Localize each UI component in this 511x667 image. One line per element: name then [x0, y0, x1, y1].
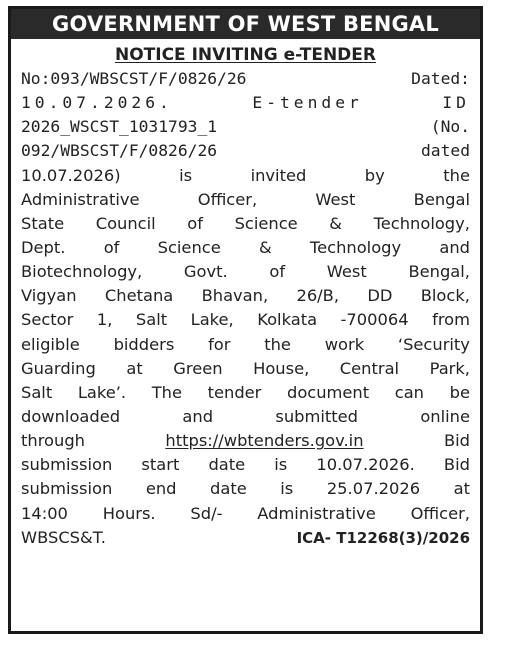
- body-word: Central: [339, 358, 400, 378]
- body-word: and: [439, 237, 470, 257]
- body-word: Sector: [21, 310, 74, 330]
- body-word: Officer,: [410, 503, 470, 523]
- body-word: Block,: [420, 286, 470, 306]
- body-word: is: [274, 455, 288, 475]
- body-word: dated: [420, 141, 470, 161]
- body-line: [21, 91, 470, 115]
- body-word: of: [187, 213, 203, 233]
- body-line: [21, 139, 470, 163]
- body-word: Science: [157, 237, 221, 257]
- body-word: Kolkata: [257, 310, 318, 330]
- notice-title: [11, 45, 480, 65]
- body-word: 10.07.2026): [21, 165, 121, 185]
- body-word: ID: [442, 93, 470, 113]
- body-word: Vigyan: [21, 286, 77, 306]
- body-word: Dept.: [21, 237, 66, 257]
- body-word: by: [364, 165, 385, 185]
- body-word: -700064: [340, 310, 409, 330]
- body-line: [21, 260, 470, 284]
- body-word: submitted: [275, 406, 358, 426]
- body-line: [21, 164, 470, 188]
- body-word: start: [141, 455, 180, 475]
- body-word: submission: [21, 455, 113, 475]
- body-word: Lake,: [190, 310, 234, 330]
- body-word: submission: [21, 479, 113, 499]
- body-word: State: [21, 213, 65, 233]
- body-word: downloaded: [21, 406, 121, 426]
- body-word: E-tender: [252, 93, 363, 113]
- body-word: Science: [234, 213, 298, 233]
- body-word: Guarding: [21, 358, 96, 378]
- body-word: The: [151, 382, 182, 402]
- body-line: [21, 502, 470, 526]
- body-word: 25.07.2026: [326, 479, 421, 499]
- body-word: of: [103, 237, 120, 257]
- reference-number: ICA- T12268(3)/2026: [296, 528, 470, 547]
- body-word: at: [453, 479, 470, 499]
- body-word: for: [208, 334, 231, 354]
- body-line: [21, 477, 470, 501]
- body-word: online: [420, 406, 470, 426]
- body-word: 26/B,: [296, 286, 340, 306]
- body-word: tender: [207, 382, 262, 402]
- body-word: Bengal,: [408, 262, 470, 282]
- body-word: 14:00: [21, 503, 68, 523]
- body-word: 092/WBSCST/F/0826/26: [21, 141, 218, 161]
- body-word: (No.: [430, 117, 470, 137]
- body-word: eligible: [21, 334, 80, 354]
- body-word: Bhavan,: [201, 286, 269, 306]
- body-word: House,: [253, 358, 310, 378]
- body-word: DD: [367, 286, 393, 306]
- body-word: and: [182, 406, 214, 426]
- body-line: [21, 115, 470, 139]
- body-word: the: [264, 334, 291, 354]
- body-line: [21, 308, 470, 332]
- body-word: West: [315, 189, 356, 209]
- body-word: date: [210, 479, 247, 499]
- body-word: Dated:: [411, 69, 470, 88]
- body-word: 10.07.2026.: [21, 93, 173, 113]
- body-line: [21, 284, 470, 308]
- body-word: of: [269, 262, 286, 282]
- body-word: Salt: [21, 382, 53, 402]
- body-word: can: [394, 382, 424, 402]
- body-word: Chetana: [104, 286, 174, 306]
- body-word: from: [432, 310, 470, 330]
- body-word: document: [286, 382, 370, 402]
- body-word: Technology: [309, 237, 402, 257]
- body-word: ‘Security: [397, 334, 470, 354]
- notice-title-text: NOTICE INVITING e-TENDER: [114, 45, 376, 65]
- body-line: [21, 333, 470, 357]
- body-word: bidders: [113, 334, 175, 354]
- body-word: 1,: [96, 310, 113, 330]
- body-word: the: [443, 165, 470, 185]
- body-line: [21, 405, 470, 429]
- body-word: Council: [95, 213, 156, 233]
- tender-portal-link[interactable]: https://wbtenders.gov.in: [165, 431, 364, 451]
- body-word: Bid: [443, 455, 470, 475]
- tender-notice: [8, 6, 483, 634]
- body-line: [21, 188, 470, 212]
- body-line: [21, 67, 470, 91]
- body-word: West: [326, 262, 367, 282]
- body-word: No:093/WBSCST/F/0826/26: [21, 69, 247, 88]
- body-word: invited: [250, 165, 307, 185]
- body-line: [21, 236, 470, 260]
- body-word: work: [324, 334, 365, 354]
- body-word: date: [208, 455, 246, 475]
- body-line: [21, 381, 470, 405]
- body-word: at: [126, 358, 143, 378]
- body-word: Administrative: [257, 503, 376, 523]
- body-word: Bengal: [413, 189, 470, 209]
- body-word: be: [449, 382, 470, 402]
- body-word: through: [21, 431, 85, 451]
- body-word: Green: [173, 358, 223, 378]
- signature-line: [21, 526, 470, 550]
- notice-header: GOVERNMENT OF WEST BENGAL: [11, 9, 480, 39]
- body-word: end: [145, 479, 177, 499]
- body-word: Govt.: [183, 262, 228, 282]
- body-word: &: [329, 213, 342, 233]
- body-word: Lake’.: [77, 382, 127, 402]
- body-word: is: [280, 479, 294, 499]
- body-line: [21, 453, 470, 477]
- body-word: 10.07.2026.: [316, 455, 415, 475]
- body-word: Biotechnology,: [21, 262, 143, 282]
- body-word: Administrative: [21, 189, 140, 209]
- body-word: Sd/-: [190, 503, 223, 523]
- notice-body: [21, 67, 470, 550]
- body-word: Technology,: [373, 213, 470, 233]
- body-word: &: [258, 237, 272, 257]
- body-word: Salt: [135, 310, 168, 330]
- body-line: [21, 429, 470, 453]
- body-word: Bid: [443, 431, 470, 451]
- body-line: [21, 212, 470, 236]
- body-word: is: [179, 165, 193, 185]
- body-word: Park,: [429, 358, 470, 378]
- body-word: Officer,: [197, 189, 258, 209]
- body-word: Hours.: [102, 503, 156, 523]
- signatory: WBSCS&T.: [21, 527, 106, 547]
- body-line: [21, 357, 470, 381]
- body-word: 2026_WSCST_1031793_1: [21, 117, 218, 137]
